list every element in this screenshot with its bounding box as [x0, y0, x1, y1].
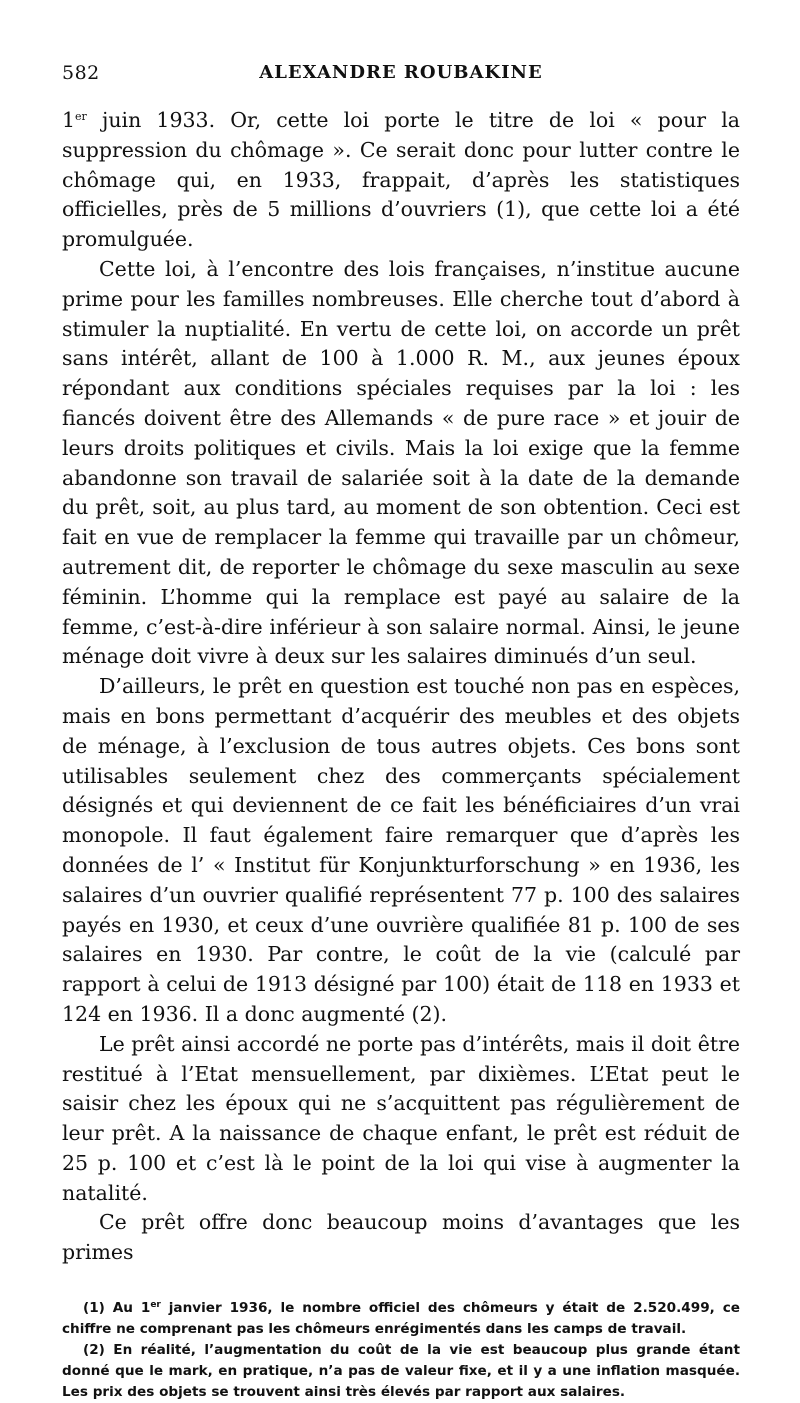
page-number: 582 — [62, 62, 100, 84]
footnotes — [62, 1298, 740, 1403]
date-day: 1 — [62, 108, 76, 132]
footnote-1-start: (1) Au 1 — [83, 1300, 151, 1317]
paragraph-3: D’ailleurs, le prêt en question est touché non pas en espèces, mais en bons permettant d’acquérir des meubles et des objets de ménage, à l’exclusion de tous autres objets. Ces bons sont utilisables seulement chez des commerçants spécialement désignés et qui deviennent de ce fait les bénéficiaires d’un vrai monopole. Il faut également faire remarquer que d’après les données de l’ « Institut für Konjunkturforschung » en 1936, les salaires d’un ouvrier qualifié représentent 77 p. 100 des salaires payés en 1930, et ceux d’une ouvrière qualifiée 81 p. 100 de ses salaires en 1930. Par contre, le coût de la vie (calculé par rapport à celui de 1913 désigné par 100) était de 118 en 1933 et 124 en 1936. Il a donc augmenté (2). — [62, 674, 740, 1026]
footnote-1-text: janvier 1936, le nombre officiel des chômeurs y était de 2.520.499, ce chiffre ne comprenant pas les chômeurs enrégimentés dans les camps de travail. — [62, 1300, 740, 1338]
paragraph-2: Cette loi, à l’encontre des lois françaises, n’institue aucune prime pour les familles nombreuses. Elle cherche tout d’abord à stimuler la nuptialité. En vertu de cette loi, on accorde un prêt sans intérêt, allant de 100 à 1.000 R. M., aux jeunes époux répondant aux conditions spéciales requises par la loi : les fiancés doivent être des Allemands « de pure race » et jouir de leurs droits politiques et civils. Mais la loi exige que la femme abandonne son travail de salariée soit à la date de la demande du prêt, soit, au plus tard, au moment de son obtention. Ceci est fait en vue de remplacer la femme qui travaille par un chômeur, autrement dit, de reporter le chômage du sexe masculin au sexe féminin. L’homme qui la remplace est payé au salaire de la femme, c’est-à-dire inférieur à son salaire normal. Ainsi, le jeune ménage doit vivre à deux sur les salaires diminués d’un seul. — [62, 256, 740, 669]
footnote-1-superscript: er — [150, 1300, 161, 1311]
running-title: ALEXANDRE ROUBAKINE — [259, 62, 543, 83]
paragraph-4: Le prêt ainsi accordé ne porte pas d’intérêts, mais il doit être restitué à l’Etat mensuellement, par dixièmes. L’Etat peut le saisir chez les époux qui ne s’acquittent pas régulièrement de leur prêt. A la naissance de chaque enfant, le prêt est réduit de 25 p. 100 et c’est là le point de la loi qui vise à augmenter la natalité. — [62, 1031, 740, 1205]
book-page — [62, 62, 740, 1403]
footnote-1 — [62, 1298, 740, 1340]
footnote-2: (2) En réalité, l’augmentation du coût de la vie est beaucoup plus grande étant donné que le mark, en pratique, n’a pas de valeur fixe, et il y a une inflation masquée. Les prix des objets se trouvent ainsi très élevés par rapport aux salaires. — [62, 1342, 740, 1401]
body-text — [62, 106, 740, 1268]
ordinal-superscript: er — [75, 110, 87, 123]
paragraph-1 — [62, 106, 740, 255]
paragraph-5: Ce prêt offre donc beaucoup moins d’avantages que les primes — [62, 1210, 740, 1265]
paragraph-1-text: juin 1933. Or, cette loi porte le titre de loi « pour la suppression du chômage ». Ce serait donc pour lutter contre le chômage qui, en 1933, frappait, d’après les statistiques officielles, près de 5 millions d’ouvriers (1), que cette loi a été promulguée. — [62, 108, 740, 252]
running-head — [62, 62, 740, 92]
